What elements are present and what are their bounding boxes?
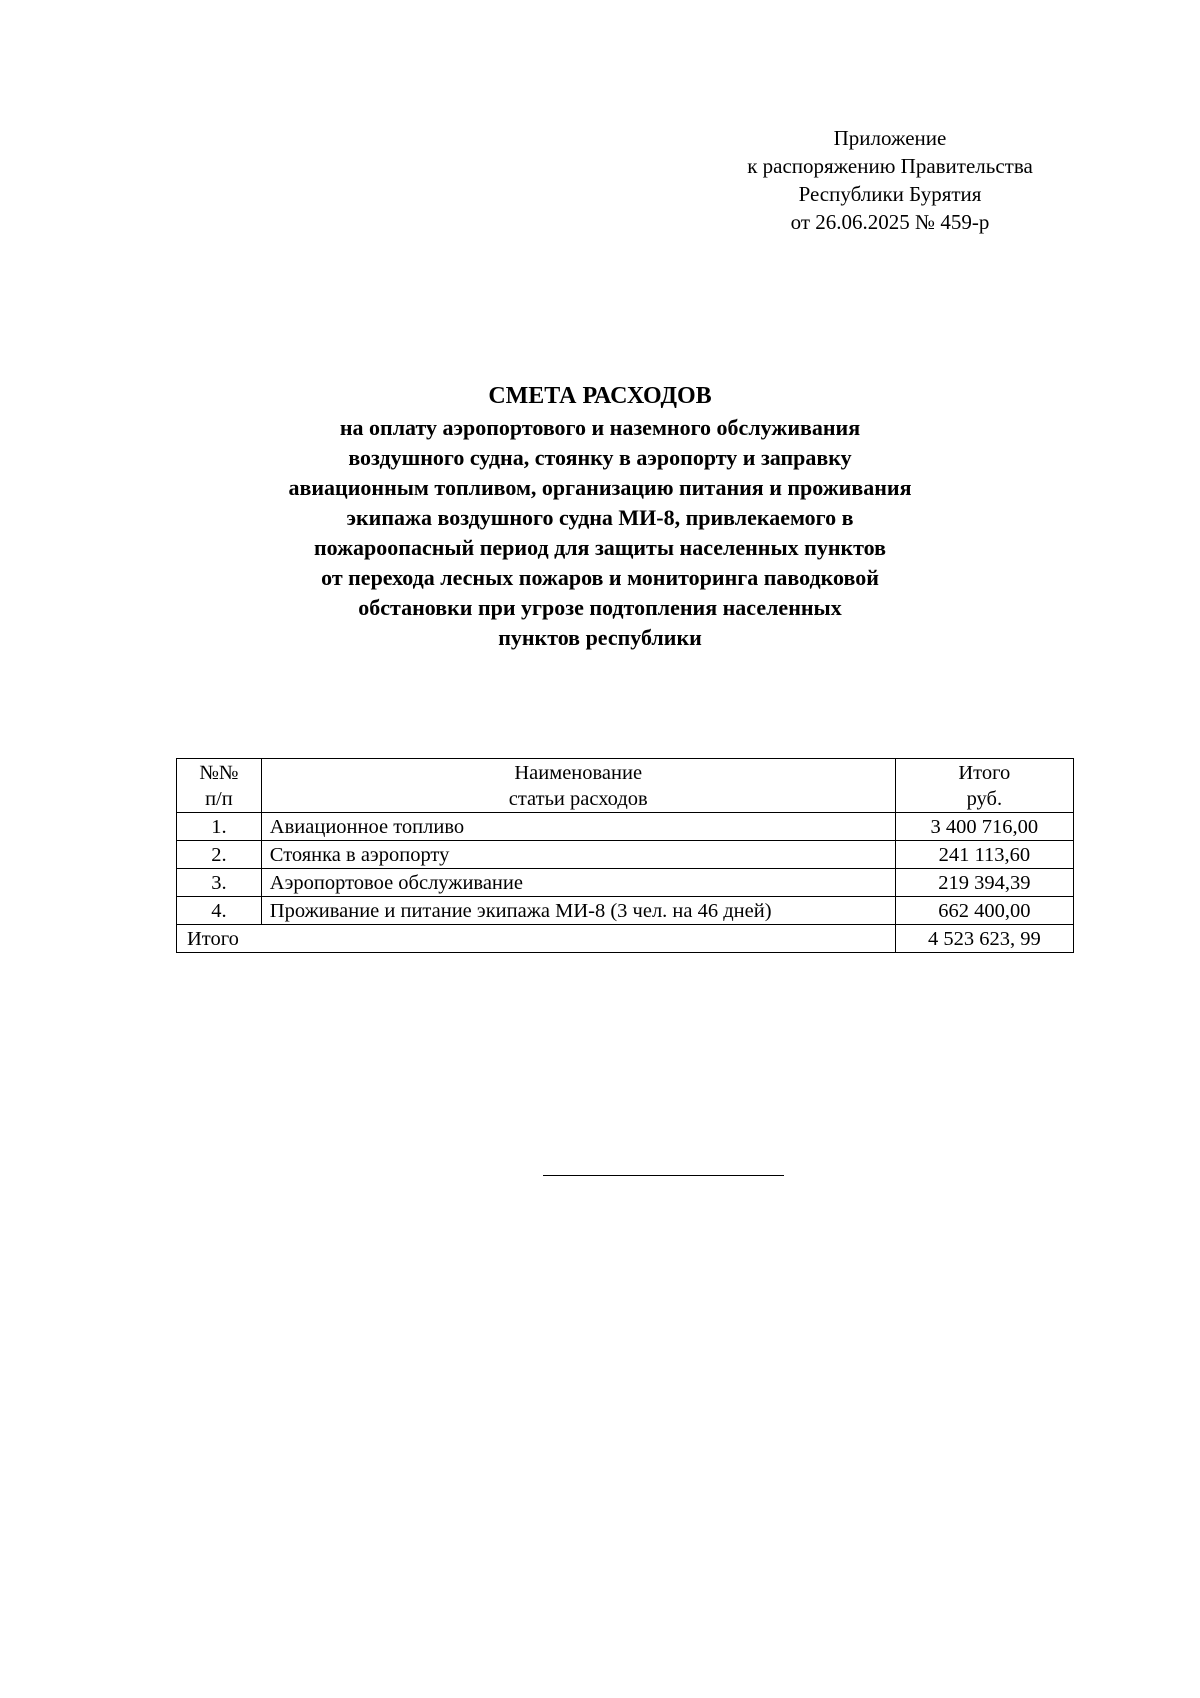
row-item-name: Аэропортовое обслуживание — [261, 869, 895, 897]
row-item-name: Стоянка в аэропорту — [261, 841, 895, 869]
table-row — [177, 869, 1074, 897]
header-number — [177, 759, 262, 813]
header-number-line2: п/п — [205, 788, 233, 810]
subtitle-line: на оплату аэропортового и наземного обслуживания — [339, 415, 861, 440]
closing-divider-line — [543, 1175, 784, 1176]
row-number: 4. — [177, 897, 262, 925]
row-number: 1. — [177, 813, 262, 841]
header-total-line2: руб. — [966, 788, 1003, 810]
appendix-order-ref: к распоряжению Правительства — [747, 154, 1033, 178]
row-item-name: Авиационное топливо — [261, 813, 895, 841]
table-row — [177, 813, 1074, 841]
subtitle-line: пунктов республики — [498, 625, 702, 650]
subtitle-line: от перехода лесных пожаров и мониторинга паводковой — [321, 565, 879, 590]
row-total: 3 400 716,00 — [895, 813, 1073, 841]
subtitle-line: экипажа воздушного судна МИ-8, привлекаемого в — [346, 505, 854, 530]
document-subtitle — [160, 413, 1040, 653]
table-header-row — [177, 759, 1074, 813]
row-total: 219 394,39 — [895, 869, 1073, 897]
header-item-name — [261, 759, 895, 813]
header-name-line2: статьи расходов — [508, 788, 648, 810]
document-title: СМЕТА РАСХОДОВ — [488, 383, 712, 409]
row-total: 241 113,60 — [895, 841, 1073, 869]
row-number: 3. — [177, 869, 262, 897]
header-total — [895, 759, 1073, 813]
subtitle-line: авиационным топливом, организацию питания и проживания — [288, 475, 912, 500]
row-number: 2. — [177, 841, 262, 869]
header-total-line1: Итого — [958, 762, 1011, 784]
expense-table — [176, 758, 1074, 953]
row-total: 662 400,00 — [895, 897, 1073, 925]
appendix-date-number: от 26.06.2025 № 459-р — [790, 210, 990, 234]
appendix-block — [680, 124, 1100, 236]
row-item-name: Проживание и питание экипажа МИ-8 (3 чел. на 46 дней) — [261, 897, 895, 925]
header-number-line1: №№ — [199, 762, 239, 784]
total-label: Итого — [177, 925, 896, 953]
grand-total: 4 523 623, 99 — [895, 925, 1073, 953]
appendix-label: Приложение — [833, 126, 947, 150]
table-row — [177, 841, 1074, 869]
document-title-block — [160, 380, 1040, 653]
appendix-republic: Республики Бурятия — [798, 182, 982, 206]
subtitle-line: воздушного судна, стоянку в аэропорту и заправку — [348, 445, 852, 470]
subtitle-line: пожароопасный период для защиты населенных пунктов — [313, 535, 887, 560]
subtitle-line: обстановки при угрозе подтопления населенных — [358, 595, 842, 620]
table-total-row — [177, 925, 1074, 953]
header-name-line1: Наименование — [514, 762, 643, 784]
table-row — [177, 897, 1074, 925]
